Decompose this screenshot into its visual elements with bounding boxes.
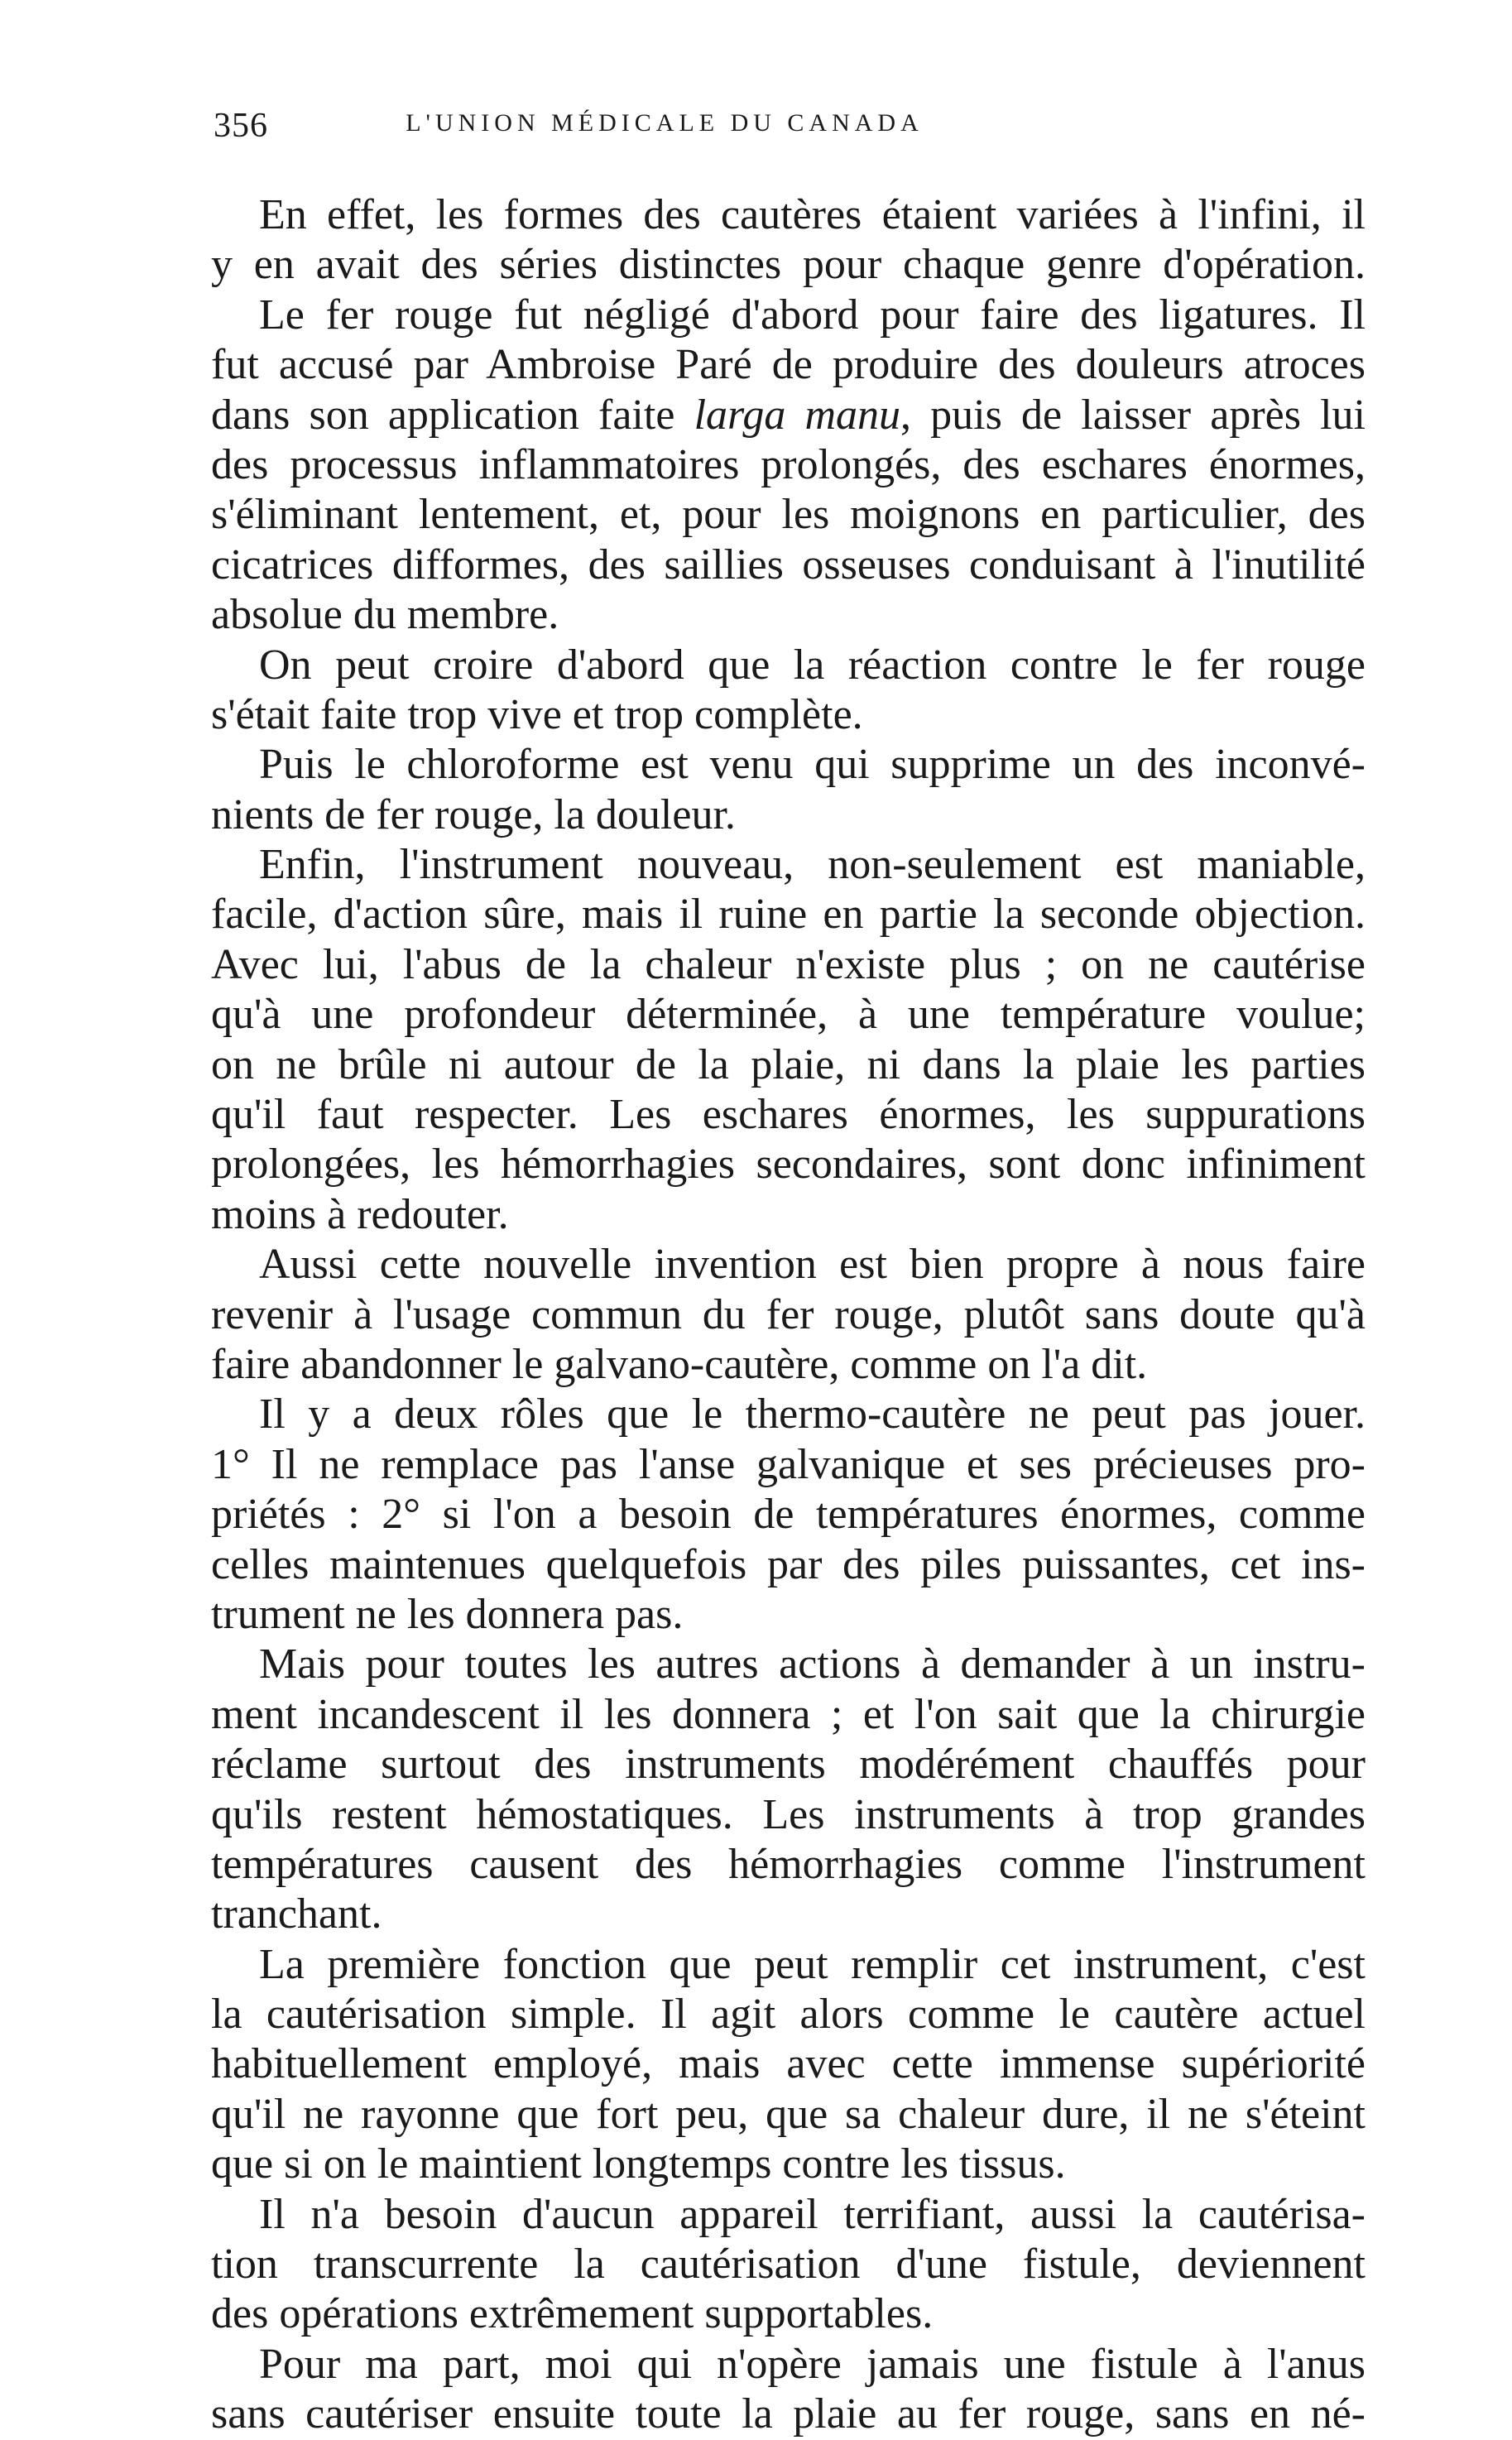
text-line: faire abandonner le galvano-cautère, comme on l'a dit. xyxy=(211,1340,1148,1388)
text-line: Mais pour toutes les autres actions à demander à un instru- xyxy=(259,1640,1366,1688)
text-line: facile, d'action sûre, mais il ruine en partie la seconde objection. xyxy=(211,891,1366,939)
text-line: dans son application faite larga manu, puis de laisser après lui xyxy=(211,391,1366,439)
text-line: En effet, les formes des cautères étaient variées à l'infini, il xyxy=(259,191,1366,238)
text-line: la cautérisation simple. Il agit alors comme le cautère actuel xyxy=(211,1991,1366,2039)
text-line: que si on le maintient longtemps contre les tissus. xyxy=(211,2140,1066,2188)
text-line: Il n'a besoin d'aucun appareil terrifiant, aussi la cautérisa- xyxy=(259,2190,1366,2238)
text-line: Enfin, l'instrument nouveau, non-seulement est maniable, xyxy=(259,841,1366,889)
text-line: fut accusé par Ambroise Paré de produire des douleurs atroces xyxy=(211,341,1366,389)
text-line: températures causent des hémorrhagies comme l'instrument xyxy=(211,1840,1366,1888)
text-line: on ne brûle ni autour de la plaie, ni dans la plaie les parties xyxy=(211,1040,1366,1088)
text-line: prolongées, les hémorrhagies secondaires, sont donc infiniment xyxy=(211,1141,1366,1189)
text-line: réclame surtout des instruments modérément chauffés pour xyxy=(211,1741,1366,1789)
text-line: Puis le chloroforme est venu qui supprime un des inconvé- xyxy=(259,741,1366,789)
text-line: nients de fer rouge, la douleur. xyxy=(211,790,736,838)
text-line: des opérations extrêmement supportables. xyxy=(211,2290,934,2338)
text-line: On peut croire d'abord que la réaction contre le fer rouge xyxy=(259,641,1366,689)
text-line: priétés : 2° si l'on a besoin de températures énormes, comme xyxy=(211,1491,1366,1539)
text-line: revenir à l'usage commun du fer rouge, plutôt sans doute qu'à xyxy=(211,1290,1366,1338)
text-line: tion transcurrente la cautérisation d'une fistule, deviennent xyxy=(211,2241,1366,2289)
text-line: ment incandescent il les donnera ; et l'on sait que la chirurgie xyxy=(211,1690,1366,1738)
text-line: celles maintenues quelquefois par des piles puissantes, cet ins- xyxy=(211,1540,1366,1588)
text-line: sans cautériser ensuite toute la plaie au fer rouge, sans en né- xyxy=(211,2390,1366,2438)
text-line: Pour ma part, moi qui n'opère jamais une fistule à l'anus xyxy=(259,2340,1366,2388)
text-line: absolue du membre. xyxy=(211,591,559,639)
text-line: Avec lui, l'abus de la chaleur n'existe plus ; on ne cautérise xyxy=(211,940,1366,988)
text-line: cicatrices difformes, des saillies osseuses conduisant à l'inutilité xyxy=(211,540,1366,588)
body-text xyxy=(211,190,1366,2438)
text-line: moins à redouter. xyxy=(211,1190,509,1238)
text-line: La première fonction que peut remplir cet instrument, c'est xyxy=(259,1940,1366,1988)
text-line: habituellement employé, mais avec cette immense supériorité xyxy=(211,2040,1366,2088)
text-line: Le fer rouge fut négligé d'abord pour faire des ligatures. Il xyxy=(259,291,1366,339)
text-line: qu'à une profondeur déterminée, à une température voulue; xyxy=(211,991,1366,1039)
page-number: 356 xyxy=(214,107,268,145)
text-line: tranchant. xyxy=(211,1890,382,1938)
text-line: trument ne les donnera pas. xyxy=(211,1590,684,1638)
text-line: qu'ils restent hémostatiques. Les instruments à trop grandes xyxy=(211,1790,1366,1838)
running-title: L'UNION MÉDICALE DU CANADA xyxy=(406,109,924,137)
text-line: qu'il faut respecter. Les eschares énormes, les suppurations xyxy=(211,1091,1366,1139)
text-line: Aussi cette nouvelle invention est bien propre à nous faire xyxy=(259,1241,1366,1289)
text-line: Il y a deux rôles que le thermo-cautère ne peut pas jouer. xyxy=(259,1391,1366,1439)
text-line: 1° Il ne remplace pas l'anse galvanique et ses précieuses pro- xyxy=(211,1440,1366,1488)
text-line: y en avait des séries distinctes pour chaque genre d'opération. xyxy=(211,241,1366,289)
text-line: s'éliminant lentement, et, pour les moignons en particulier, des xyxy=(211,491,1366,539)
page-header xyxy=(214,106,1116,156)
text-line: des processus inflammatoires prolongés, des eschares énormes, xyxy=(211,440,1366,488)
text-line: s'était faite trop vive et trop complète. xyxy=(211,690,863,738)
text-line: qu'il ne rayonne que fort peu, que sa chaleur dure, il ne s'éteint xyxy=(211,2090,1366,2138)
